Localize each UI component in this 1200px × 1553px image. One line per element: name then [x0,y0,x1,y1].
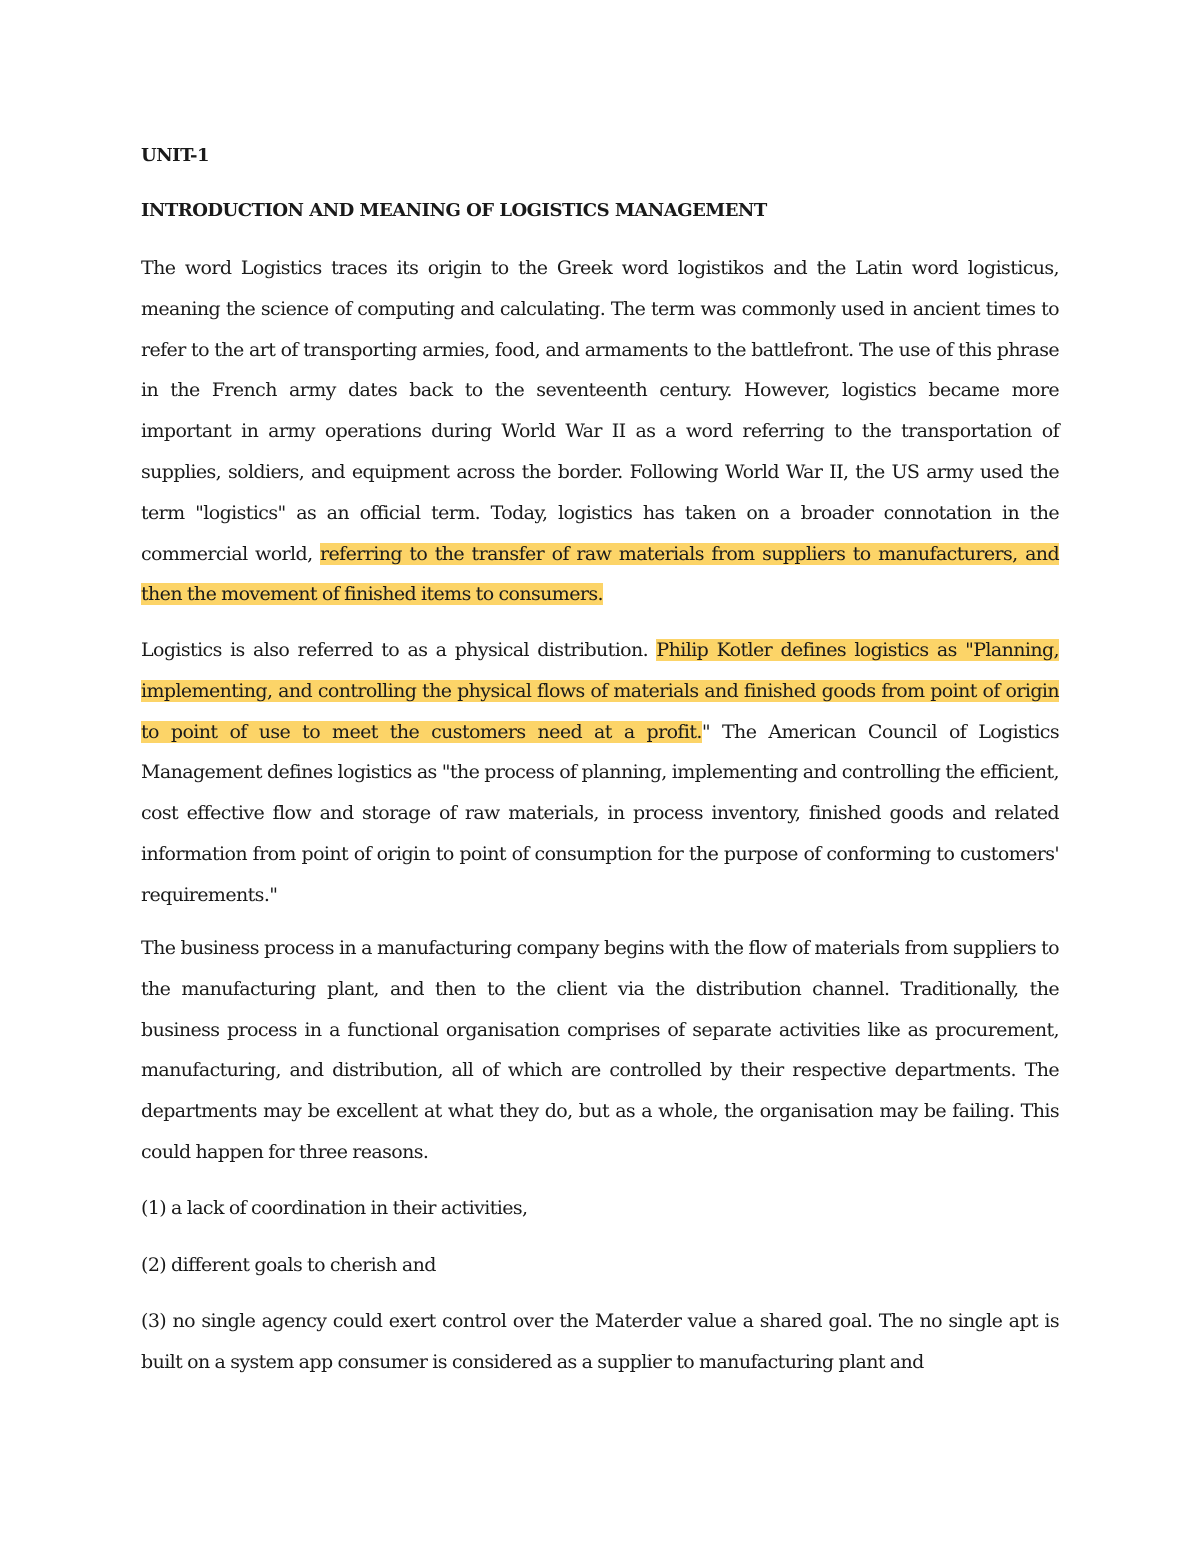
highlighted-text: Philip Kotler defines logistics as "Planning, implementing, and controlling the physical flows of materials and finished goods from point of origin to point of use to meet the customers need at a profit. [141,639,1059,743]
section-title: INTRODUCTION AND MEANING OF LOGISTICS MANAGEMENT [141,200,767,221]
paragraph-origin [141,248,1059,615]
highlighted-text: referring to the transfer of raw materials from suppliers to manufacturers, and then the movement of finished items to consumers. [141,542,1060,606]
reason-item: (1) a lack of coordination in their activities, [141,1197,528,1219]
paragraph-text: " The American Council of Logistics Management defines logistics as "the process of planning, implementing and controlling the efficient, cost effective flow and storage of raw materials, in process inventory, finished goods and related information from point of origin to point of consumption for the purpose of conforming to customers' requirements." [141,720,1059,906]
paragraph-business-process: The business process in a manufacturing company begins with the flow of materials from suppliers to the manufacturing plant, and then to the client via the distribution channel. Traditionally, the business process in a functional organisation comprises of separate activities like as procurement, manufacturing, and distribution, all of which are controlled by their respective departments. The departments may be excellent at what they do, but as a whole, the organisation may be failing. This could happen for three reasons. [141,937,1059,1163]
reason-item: (2) different goals to cherish and [141,1254,436,1276]
paragraph-text: The word Logistics traces its origin to the Greek word logistikos and the Latin word logisticus, meaning the science of computing and calculating. The term was commonly used in ancient times to refer to the art of transporting armies, food, and armaments to the battlefront. The use of this phrase in the French army dates back to the seventeenth century. However, logistics became more important in army operations during World War II as a word referring to the transportation of supplies, soldiers, and equipment across the border. Following World War II, the US army used the term "logistics" as an official term. Today, logistics has taken on a broader connotation in the commercial world, [141,257,1059,565]
reason-item: (3) no single agency could exert control over the Materder value a shared goal. The no single apt is built on a system app consumer is considered as a supplier to manufacturing plant and [141,1310,1059,1373]
paragraph-definitions [141,630,1059,916]
paragraph-text: Logistics is also referred to as a physical distribution. [141,639,657,661]
unit-title: UNIT-1 [141,145,209,166]
